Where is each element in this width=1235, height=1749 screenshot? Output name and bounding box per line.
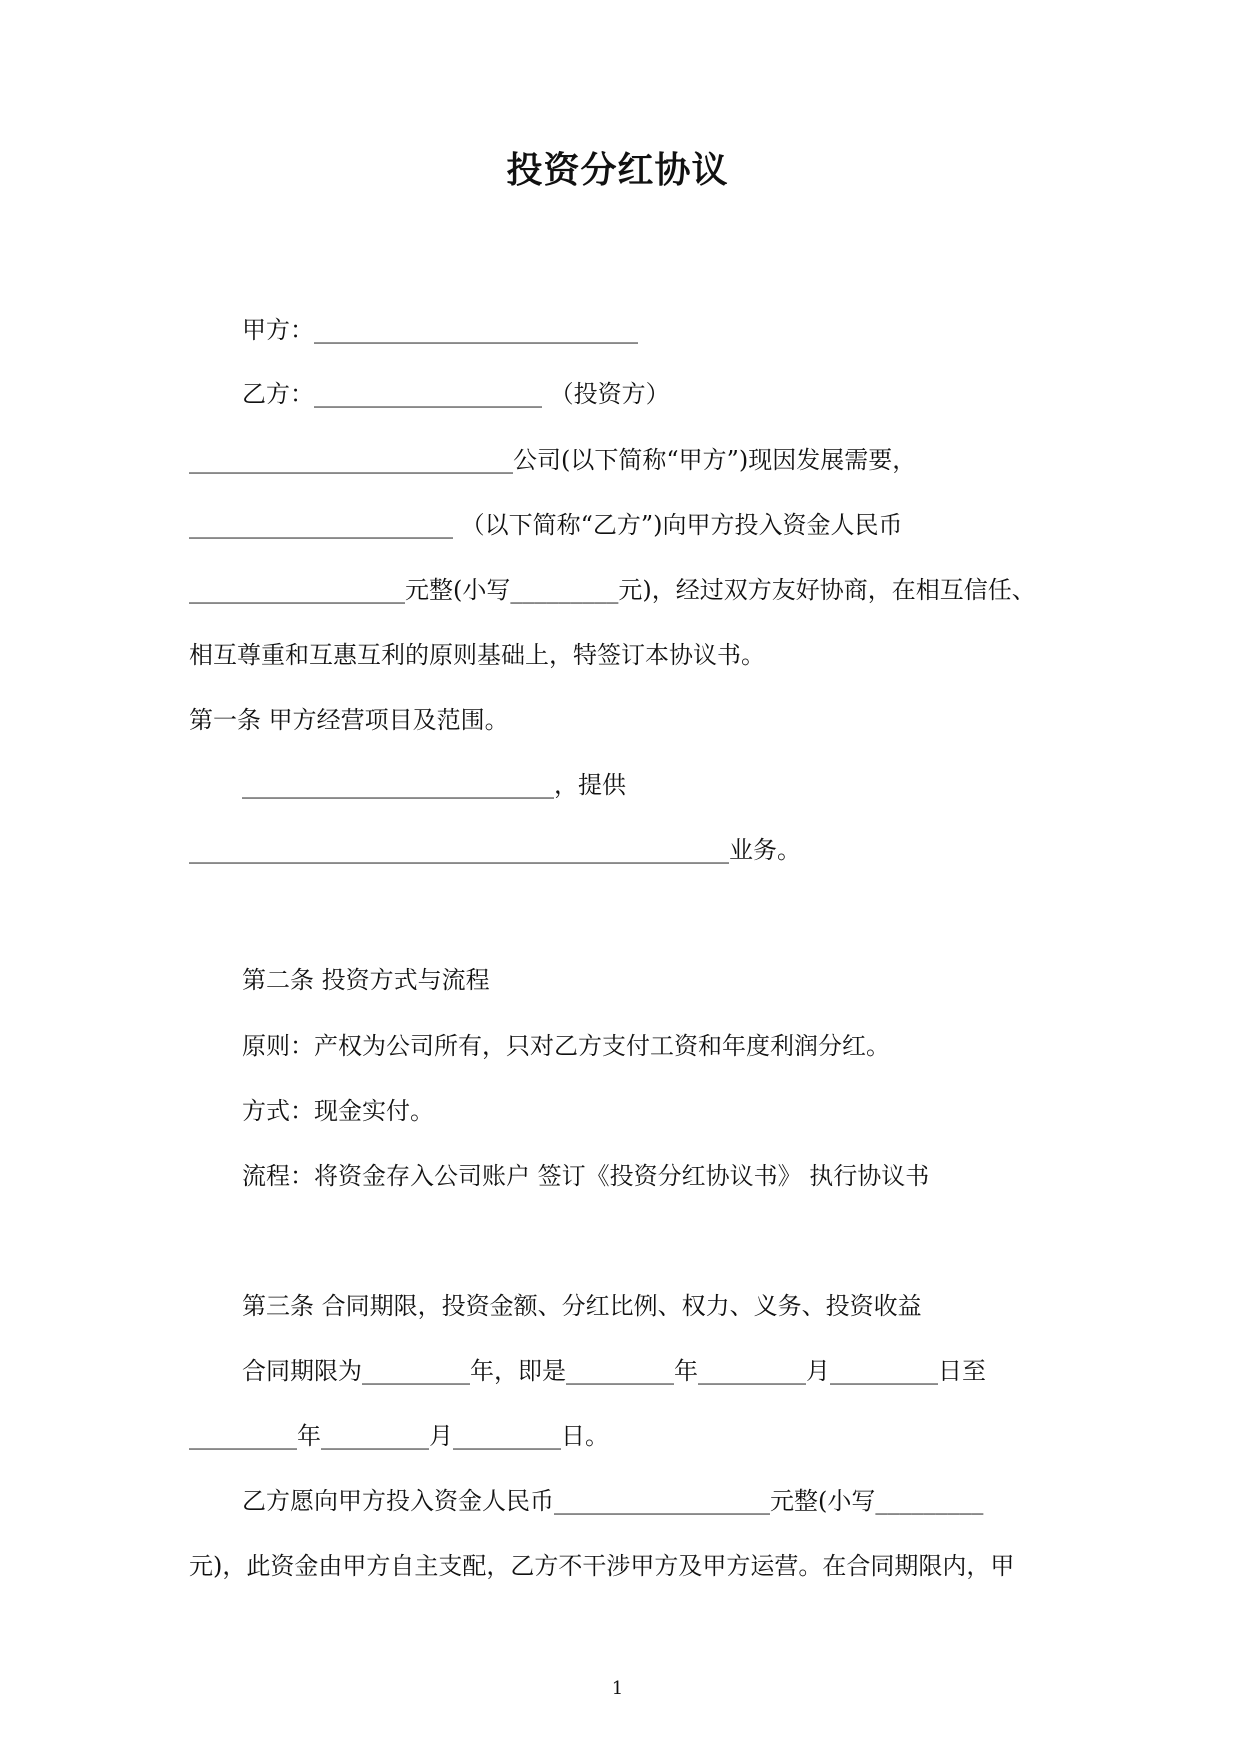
preamble-line-4: 相互尊重和互惠互利的原则基础上，特签订本协议书。 (189, 641, 765, 669)
article-3-heading: 第三条 合同期限，投资金额、分红比例、权力、义务、投资收益 (242, 1292, 922, 1320)
article-2-process: 流程：将资金存入公司账户 签订《投资分红协议书》 执行协议书 (242, 1162, 930, 1190)
article-2-method: 方式：现金实付。 (242, 1097, 434, 1125)
article-1-line-2: _____________________________________________业务。 (189, 836, 801, 864)
article-3-investment-line-2: 元)，此资金由甲方自主支配，乙方不干涉甲方及甲方运营。在合同期限内，甲 (189, 1552, 1015, 1580)
article-3-term-line-1: 合同期限为_________年，即是_________年_________月_________日至 (242, 1357, 986, 1385)
article-1-line-1: __________________________，提供 (242, 771, 626, 799)
article-3-investment-line-1: 乙方愿向甲方投入资金人民币__________________元整(小写_________ (242, 1487, 984, 1515)
page-number: 1 (611, 1678, 624, 1699)
article-1-heading: 第一条 甲方经营项目及范围。 (189, 706, 509, 734)
document-title: 投资分红协议 (506, 149, 729, 191)
preamble-line-1: ___________________________公司(以下简称“甲方”)现因发展需要， (189, 446, 917, 474)
article-2-principle: 原则：产权为公司所有，只对乙方支付工资和年度利润分红。 (242, 1032, 890, 1060)
party-b-line: 乙方：___________________ （投资方） (242, 380, 670, 408)
article-3-term-line-2: _________年_________月_________日。 (189, 1422, 609, 1450)
article-2-heading: 第二条 投资方式与流程 (242, 966, 490, 994)
preamble-line-2: ______________________ （以下简称“乙方”)向甲方投入资金人民币 (189, 511, 903, 539)
party-a-line: 甲方：___________________________ (242, 316, 638, 344)
preamble-line-3: __________________元整(小写_________元)，经过双方友好协商，在相互信任、 (189, 576, 1036, 604)
